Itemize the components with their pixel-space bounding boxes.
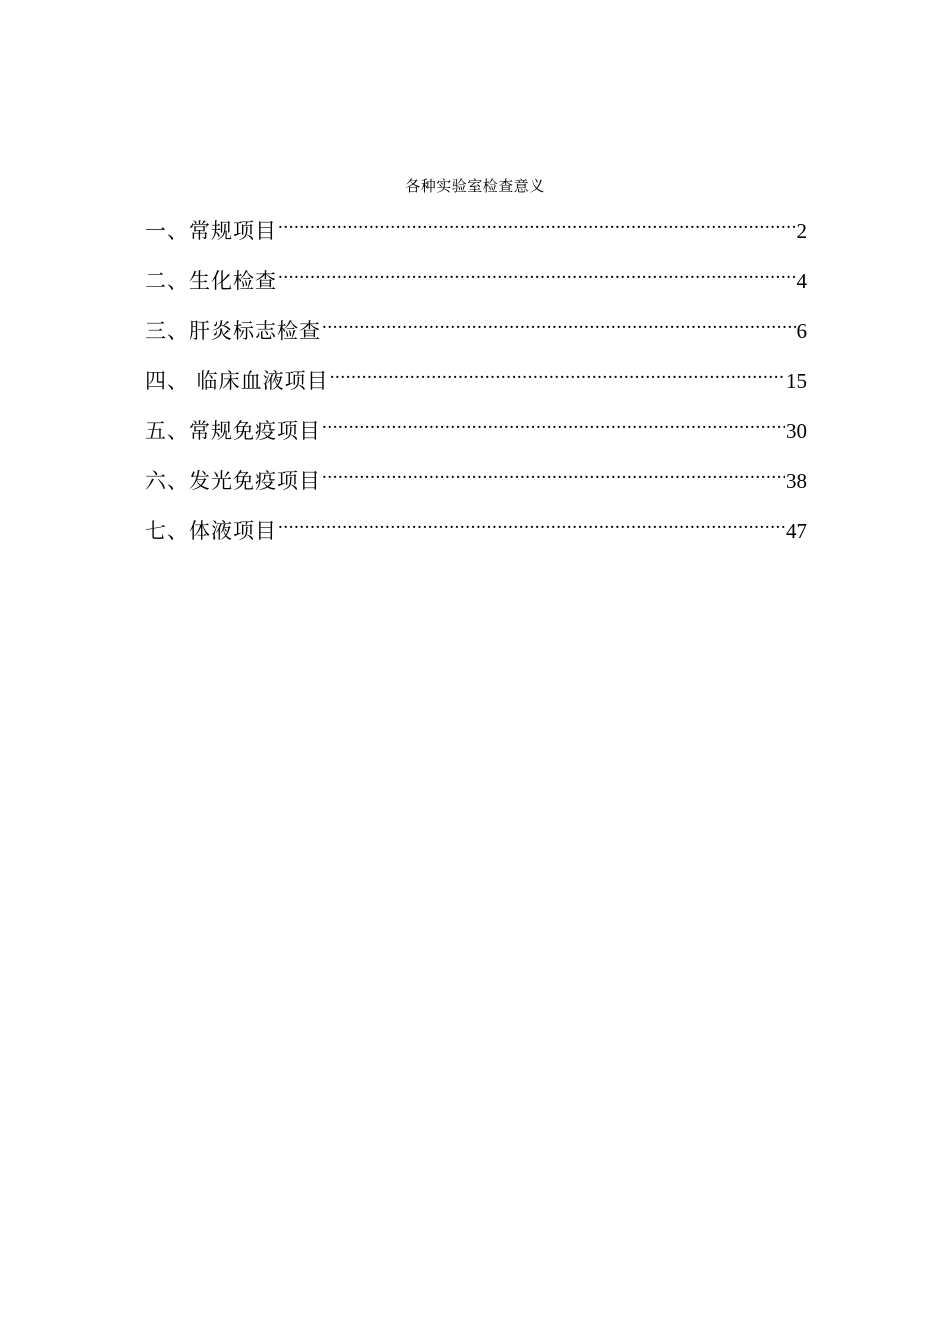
toc-entry-2[interactable] bbox=[145, 258, 807, 308]
toc-entry-label: 二、生化检查 bbox=[145, 269, 277, 293]
table-of-contents bbox=[145, 208, 807, 558]
toc-page-number: 38 bbox=[786, 469, 807, 493]
toc-page-number: 30 bbox=[786, 419, 807, 443]
toc-entry-label: 三、肝炎标志检查 bbox=[145, 319, 321, 343]
toc-entry-7[interactable] bbox=[145, 508, 807, 558]
toc-dot-leader bbox=[330, 358, 785, 388]
toc-dot-leader bbox=[278, 258, 796, 288]
toc-entry-4[interactable] bbox=[145, 358, 807, 408]
toc-entry-label: 四、 临床血液项目 bbox=[145, 369, 329, 393]
toc-page-number: 15 bbox=[786, 369, 807, 393]
toc-entry-6[interactable] bbox=[145, 458, 807, 508]
toc-dot-leader bbox=[322, 408, 785, 438]
toc-entry-5[interactable] bbox=[145, 408, 807, 458]
toc-entry-label: 五、常规免疫项目 bbox=[145, 419, 321, 443]
toc-dot-leader bbox=[278, 208, 796, 238]
document-title: 各种实验室检查意义 bbox=[405, 177, 545, 195]
toc-dot-leader bbox=[322, 458, 785, 488]
toc-page-number: 2 bbox=[796, 219, 807, 243]
toc-page-number: 47 bbox=[786, 519, 807, 543]
toc-entry-label: 六、发光免疫项目 bbox=[145, 469, 321, 493]
toc-entry-3[interactable] bbox=[145, 308, 807, 358]
toc-dot-leader bbox=[278, 508, 785, 538]
toc-page-number: 6 bbox=[796, 319, 807, 343]
toc-entry-label: 一、常规项目 bbox=[145, 219, 277, 243]
toc-entry-1[interactable] bbox=[145, 208, 807, 258]
toc-dot-leader bbox=[322, 308, 796, 338]
toc-entry-label: 七、体液项目 bbox=[145, 519, 277, 543]
toc-page-number: 4 bbox=[796, 269, 807, 293]
